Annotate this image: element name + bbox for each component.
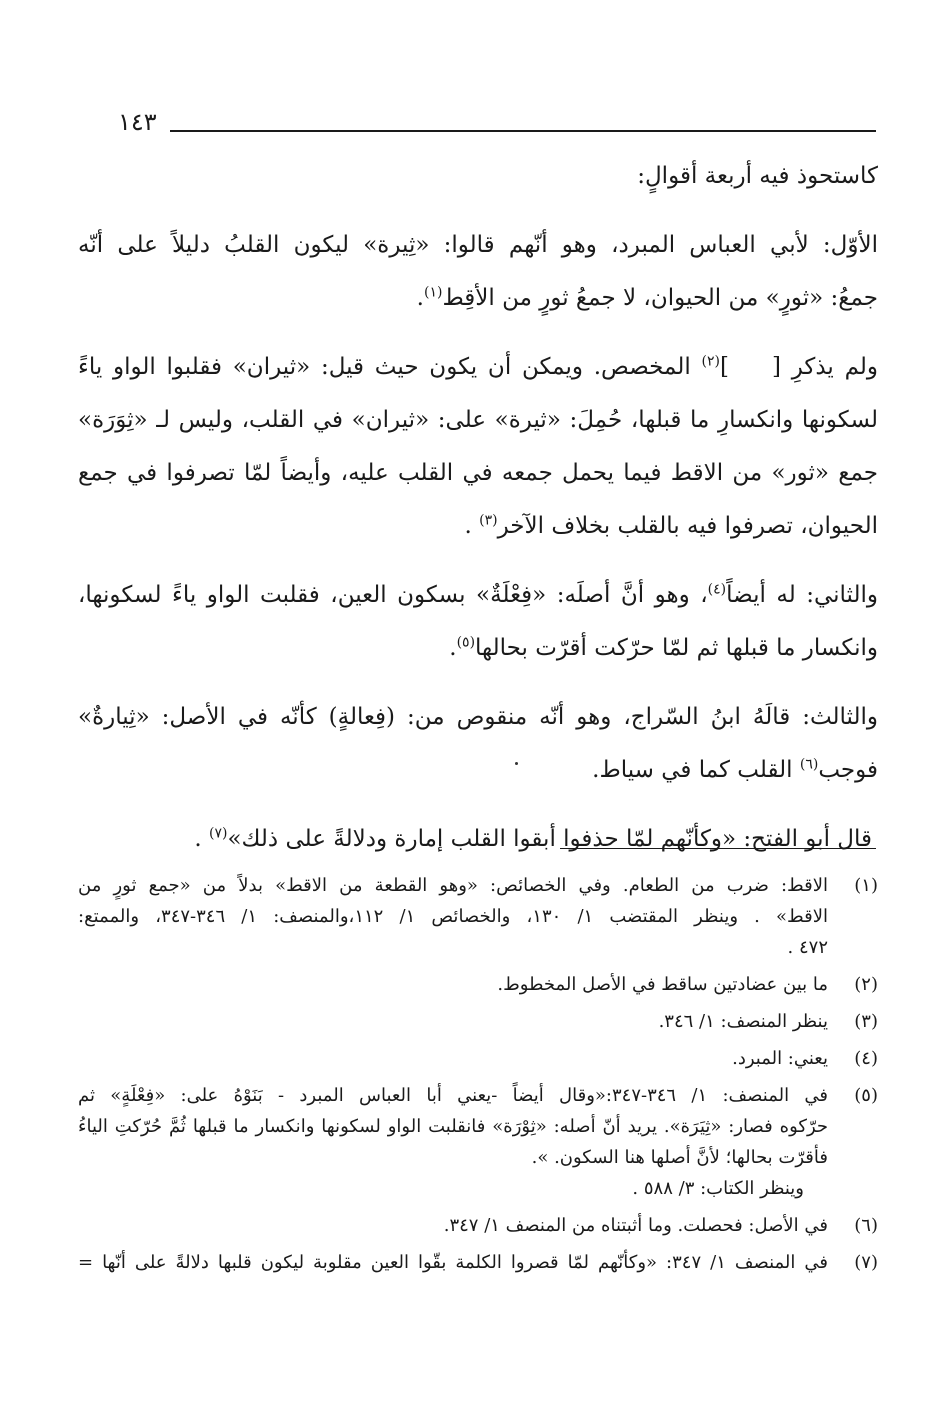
footnote-2 xyxy=(78,969,878,1000)
main-text xyxy=(78,150,878,866)
footnote-4 xyxy=(78,1043,878,1074)
footnote-line: ينظر المنصف: ١/ ٣٤٦. xyxy=(658,1011,828,1032)
p2-line-4: الحيوان، تصرفوا فيه بالقلب بخلاف الآخر$^{(٣)}$ . xyxy=(464,512,878,539)
footnote-line: ٤٧٢ . xyxy=(787,937,828,958)
footnotes xyxy=(78,870,878,1284)
footnote-ref-6: (٦) xyxy=(799,756,819,773)
footnote-5 xyxy=(78,1080,878,1204)
footnote-ref-4: (٤) xyxy=(707,581,727,598)
footnote-ref-3: (٣) xyxy=(479,512,498,529)
footnote-line: في الأصل: فحصلت. وما أثبتناه من المنصف ١/ ٣٤٧. xyxy=(443,1215,828,1236)
footnote-line: يعني: المبرد. xyxy=(732,1048,828,1069)
p5-line-1: قال أبو الفتح: «وكأنّهم لمّا حذفوا أبقوا القلب إمارة ودلالةً على ذلك»$^{(٧)}$ . xyxy=(194,825,872,852)
footnote-line: في المنصف ١/ ٣٤٧: «وكأنّهم لمّا قصروا الكلمة بقّوا العين مقلوبة ليكون قلبها دلالةً على أنّها = xyxy=(78,1252,828,1273)
footnotes-rule xyxy=(560,848,876,849)
footnote-7 xyxy=(78,1247,878,1278)
footnote-number: (٤) xyxy=(854,1048,878,1069)
p1-line-1: الأوّل: لأبي العباس المبرد، وهو أنّهم قالوا: «ثِيرة» ليكون القلبُ دليلاً على أنّه xyxy=(78,232,878,258)
footnote-3 xyxy=(78,1006,878,1037)
footnote-number: (٣) xyxy=(854,1011,878,1032)
footnote-line: حرّكوه فصار: «ثِيَرَة». يريد أنّ أصله: «ثِوْرَة» فانقلبت الواو لسكونها وانكسار ما قبلها ثُمَّ حُرّكتِ الياءُ xyxy=(78,1116,828,1137)
footnote-6 xyxy=(78,1210,878,1241)
footnote-ref-7: (٧) xyxy=(209,825,228,842)
footnote-line: في المنصف: ١/ ٣٤٦-٣٤٧:«وقال أيضاً -يعني أبا العباس المبرد - بَنَوْهُ على: «فِعْلَةٍ» ثم xyxy=(78,1085,828,1106)
footnote-line: وينظر الكتاب: ٣/ ٥٨٨ . xyxy=(632,1178,804,1199)
intro-line: كاستحوذ فيه أربعة أقوالٍ: xyxy=(637,163,878,189)
footnote-line: الاقط» . وينظر المقتضب ١/ ١٣٠، والخصائص ١/ ١١٢،والمنصف: ١/ ٣٤٦-٣٤٧، والممتع: xyxy=(78,906,828,927)
footnote-ref-2: (٢) xyxy=(701,353,720,370)
p2-line-1: ولم يذكرِ [ ]$^{(٢)}$ المخصص. ويمكن أن يكون حيث قيل: «ثيران» فقلبوا الواو ياءً xyxy=(78,353,878,380)
p3-line-1: والثاني: له أيضاً$^{(٤)}$، وهو أنَّ أصلَه: «فِعْلَةٌ» بسكون العين، فقلبت الواو ياءً لسكونها، xyxy=(78,581,878,608)
p2-line-2: لسكونها وانكسارِ ما قبلها، حُمِلَ: «ثيرة» على: «ثيران» في القلب، وليس لـ «ثِوَرَة» xyxy=(78,407,878,433)
footnote-line: ما بين عضادتين ساقط في الأصل المخطوط. xyxy=(497,974,828,995)
footnote-1 xyxy=(78,870,878,963)
footnote-line: الاقط: ضرب من الطعام. وفي الخصائص: «وهو القطعة من الاقط» بدلاً من «جمع ثورٍ من xyxy=(78,875,828,896)
p4-line-1: والثالث: قالَهُ ابنُ السّراج، وهو أنّه منقوص من: (فِعالةٍ) كأنّه في الأصل: «ثِيارةٌ» xyxy=(78,704,878,730)
footnote-line: فأقرّت بحالها؛ لأنَّ أصلها هنا السكون. ». xyxy=(531,1147,828,1168)
footnote-ref-5: (٥) xyxy=(456,634,476,651)
footnote-number: (٢) xyxy=(854,974,878,995)
footnote-number: (٥) xyxy=(854,1085,878,1106)
footnote-number: (٦) xyxy=(854,1215,878,1236)
p1-line-2: جمعُ: «ثورٍ» من الحيوان، لا جمعُ ثورٍ من الأقِط$^{(١)}$. xyxy=(416,284,878,311)
print-speck xyxy=(515,762,518,765)
p4-line-2: فوجب$^{(٦)}$ القلب كما في سياط. xyxy=(592,756,878,783)
page-number: ١٤٣ xyxy=(118,108,157,136)
footnote-number: (٧) xyxy=(854,1252,878,1273)
header-rule xyxy=(170,130,876,132)
footnote-ref-1: (١) xyxy=(423,284,443,301)
footnote-number: (١) xyxy=(854,875,878,896)
p2-line-3: جمع «ثور» من الاقط فيما يحمل جمعه في القلب عليه، وأيضاً لمّا تصرفوا في جمع xyxy=(78,460,878,486)
p3-line-2: وانكسار ما قبلها ثم لمّا حرّكت أقرّت بحالها$^{(٥)}$. xyxy=(449,634,878,661)
